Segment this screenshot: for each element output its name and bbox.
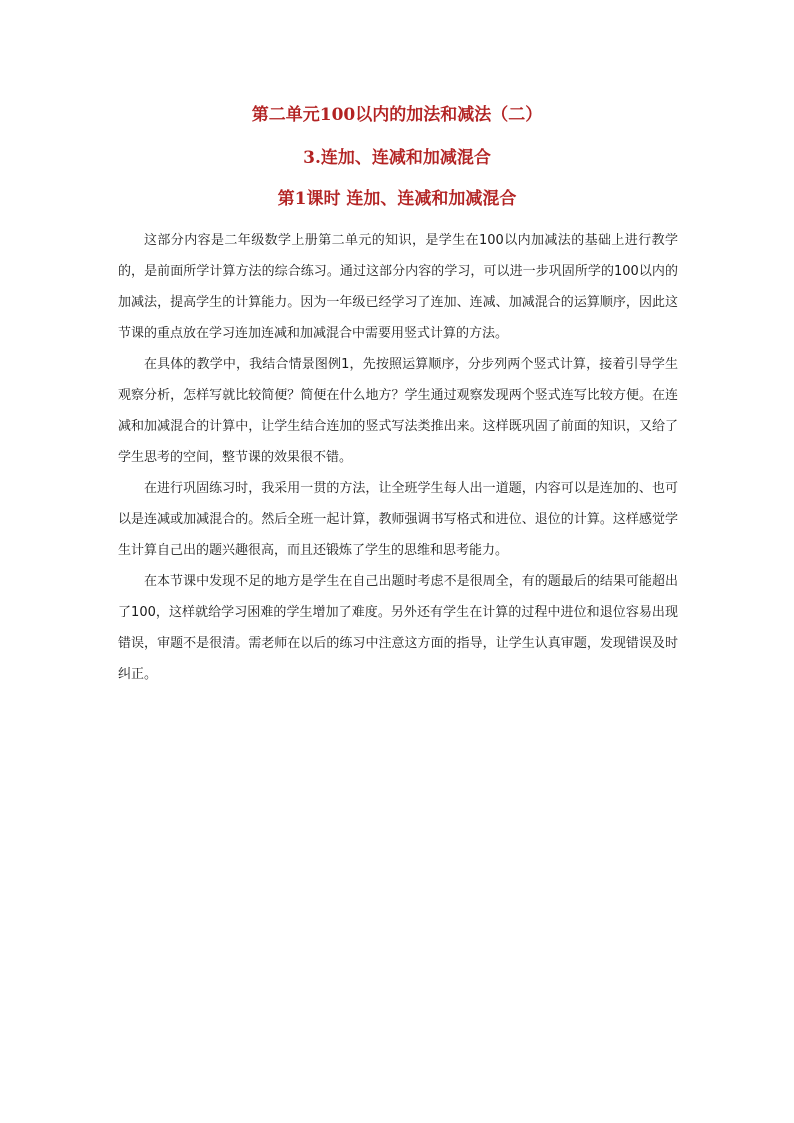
paragraph: 在本节课中发现不足的地方是学生在自己出题时考虑不是很周全，有的题最后的结果可能超出了100，这样就给学习困难的学生增加了难度。另外还有学生在计算的过程中进位和退位容易出现错误，审题不是很清。需老师在以后的练习中注意这方面的指导，让学生认真审题，发现错误及时纠正。 <box>118 574 678 682</box>
paragraph: 在进行巩固练习时，我采用一贯的方法，让全班学生每人出一道题，内容可以是连加的、也可以是连减或加减混合的。然后全班一起计算，教师强调书写格式和进位、退位的计算。这样感觉学生计算自己出的题兴趣很高，而且还锻炼了学生的思维和思考能力。 <box>118 481 678 558</box>
section-title: 3.连加、连减和加减混合 <box>303 148 491 168</box>
paragraph: 在具体的教学中，我结合情景图例1，先按照运算顺序，分步列两个竖式计算，接着引导学生观察分析，怎样写就比较简便？简便在什么地方？学生通过观察发现两个竖式连写比较方便。在连减和加减混合的计算中，让学生结合连加的竖式写法类推出来。这样既巩固了前面的知识，又给了学生思考的空间，整节课的效果很不错。 <box>118 357 678 465</box>
paragraph: 这部分内容是二年级数学上册第二单元的知识，是学生在100以内加减法的基础上进行教学的，是前面所学计算方法的综合练习。通过这部分内容的学习，可以进一步巩固所学的100以内的加减法，提高学生的计算能力。因为一年级已经学习了连加、连减、加减混合的运算顺序，因此这节课的重点放在学习连加连减和加减混合中需要用竖式计算的方法。 <box>118 233 678 341</box>
document-body <box>118 225 678 690</box>
lesson-title: 第1课时 连加、连减和加减混合 <box>277 189 517 209</box>
unit-title: 第二单元100以内的加法和减法（二） <box>251 105 543 125</box>
